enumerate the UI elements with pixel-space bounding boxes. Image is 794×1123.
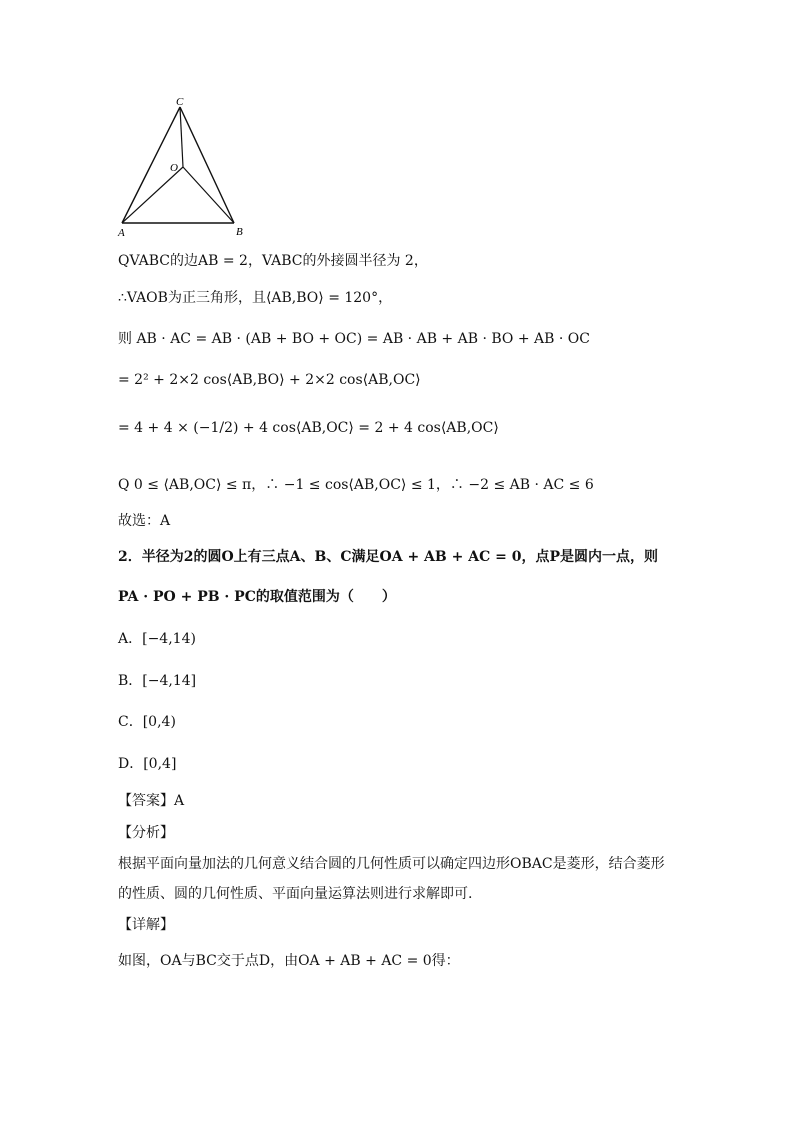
option-b: B．[−4,14] [118, 673, 197, 689]
solution-line-3: 则 AB · AC = AB · (AB + BO + OC) = AB · AB + AB · BO + AB · OC [118, 331, 590, 347]
answer-choice-1: 故选：A [118, 513, 171, 529]
solution-line-2: ∴VAOB为正三角形，且⟨AB,BO⟩ = 120°， [118, 290, 393, 306]
solution-line-4: = 2² + 2×2 cos⟨AB,BO⟩ + 2×2 cos⟨AB,OC⟩ [118, 372, 421, 388]
analysis-label: 【分析】 [118, 825, 174, 841]
analysis-line-2: 的性质、圆的几何性质、平面向量运算法则进行求解即可. [118, 886, 473, 902]
edge-bc [180, 107, 234, 223]
option-d: D．[0,4] [118, 756, 177, 772]
solution-line-5: = 4 + 4 × (−1/2) + 4 cos⟨AB,OC⟩ = 2 + 4 cos⟨AB,OC⟩ [118, 420, 499, 436]
option-c: C．[0,4) [118, 714, 176, 730]
question-2-stem-1: 2．半径为2的圆O上有三点A、B、C满足OA + AB + AC = 0，点P是圆内一点，则 [118, 549, 658, 565]
label-a: A [118, 227, 125, 239]
question-2-stem-2: PA · PO + PB · PC的取值范围为（ ） [118, 589, 396, 605]
label-c: C [176, 96, 184, 108]
triangle-figure [112, 95, 252, 240]
label-b: B [236, 226, 243, 238]
detail-label: 【详解】 [118, 917, 174, 933]
analysis-line-1: 根据平面向量加法的几何意义结合圆的几何性质可以确定四边形OBAC是菱形，结合菱形 [118, 856, 665, 872]
label-o: O [170, 162, 178, 174]
segment-oa [122, 167, 183, 223]
detail-line-1: 如图，OA与BC交于点D，由OA + AB + AC = 0得： [118, 953, 460, 969]
solution-line-1: QVABC的边AB = 2，VABC的外接圆半径为 2， [118, 253, 428, 269]
answer-label: 【答案】A [118, 793, 185, 809]
segment-ob [183, 167, 234, 223]
option-a: A．[−4,14) [118, 631, 196, 647]
solution-line-6: Q 0 ≤ ⟨AB,OC⟩ ≤ π，∴ −1 ≤ cos⟨AB,OC⟩ ≤ 1，∴ −2 ≤ AB · AC ≤ 6 [118, 477, 594, 493]
segment-oc [180, 107, 183, 167]
